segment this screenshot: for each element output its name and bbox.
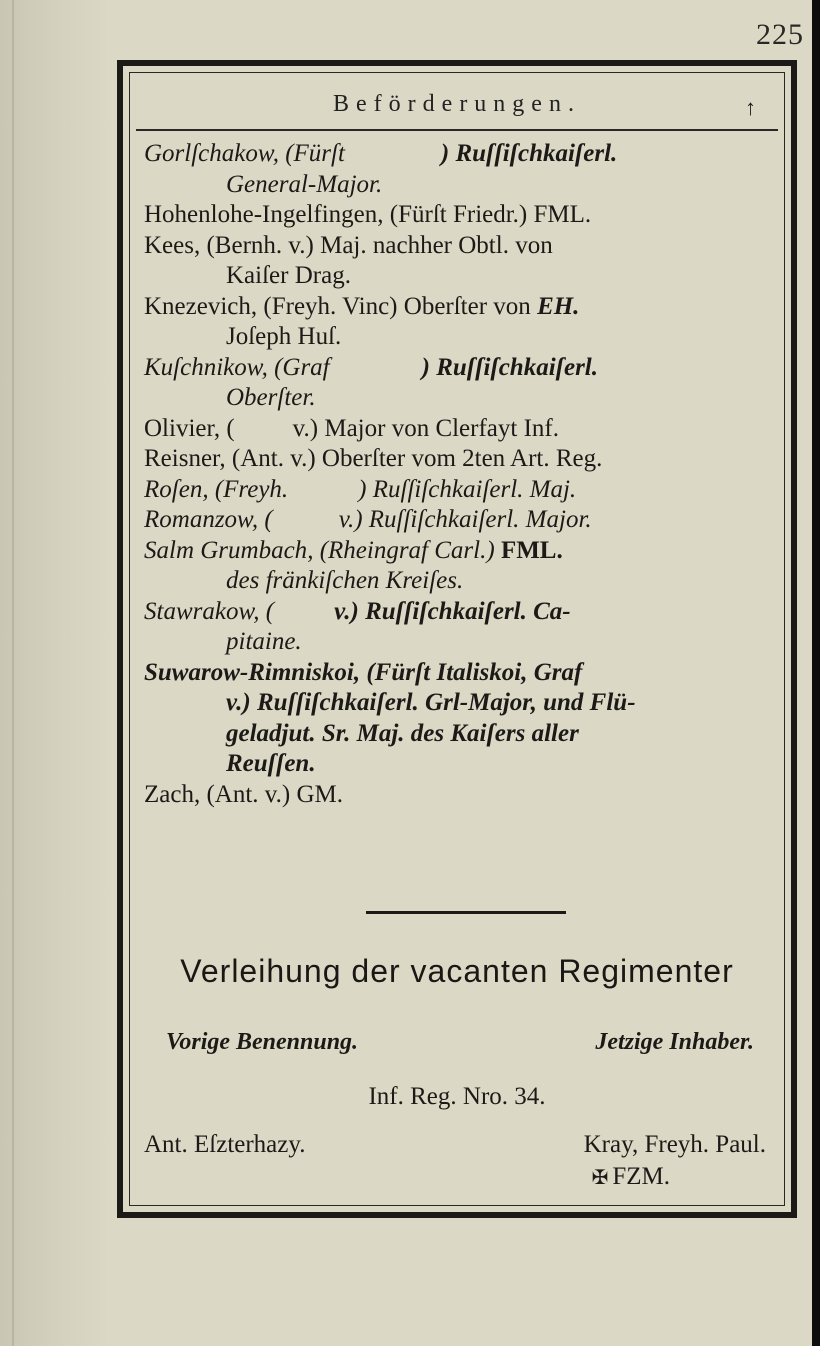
entry-name: Roſen	[144, 475, 203, 503]
entry-name: Reisner	[144, 445, 220, 472]
entry-name: Suwarow-Rimniskoi	[144, 658, 354, 686]
entry-continuation-line: Reuſſen.	[226, 750, 316, 777]
list-item	[144, 475, 774, 506]
entry-text: , (Ant. v.) Oberſter vom 2ten Art. Reg.	[219, 445, 603, 472]
entry-text: , (Fürſt Friedr.) FML.	[377, 201, 592, 228]
entry-name: Gorlſchakow	[144, 140, 273, 167]
heading-rule	[136, 129, 778, 131]
entry-continuation: General-Major.	[226, 170, 383, 198]
column-headers	[166, 1029, 754, 1056]
list-item	[144, 231, 774, 292]
cross-order-icon: ✠	[591, 1167, 609, 1189]
entry-continuation: pitaine.	[226, 628, 302, 655]
previous-owner: Ant. Eſzterhazy.	[144, 1131, 306, 1158]
current-owner-rank	[592, 1163, 670, 1191]
entry-text: , (	[213, 414, 235, 442]
list-item	[144, 505, 774, 536]
section-title: Verleihung der vacanten Regimenter	[180, 953, 734, 989]
text-frame	[117, 60, 797, 1218]
list-item	[144, 536, 774, 597]
list-item	[144, 414, 774, 445]
list-item	[144, 353, 774, 414]
entry-continuation: Joſeph Huſ.	[226, 323, 342, 350]
list-item	[144, 658, 774, 780]
entry-continuation	[144, 688, 774, 780]
gutter-shade	[0, 0, 110, 1346]
entry-text: , (Freyh. Vinc) Oberſter von	[250, 292, 531, 320]
entry-name: Knezevich	[144, 292, 251, 320]
entry-name: Zach	[144, 780, 194, 808]
page-heading: Beförderungen.	[333, 91, 581, 117]
page-number: 225	[756, 18, 804, 51]
list-item	[144, 292, 774, 353]
regiment-label: Inf. Reg. Nro. 34.	[368, 1083, 546, 1110]
column-header-previous: Vorige Benennung.	[166, 1029, 359, 1055]
entry-text: , (	[251, 506, 273, 533]
entry-text: , (Fürſt	[272, 140, 345, 167]
text-frame-inner	[129, 72, 785, 1206]
entry-name: Hohenlohe-Ingelfingen	[144, 201, 378, 228]
entry-title: FML.	[500, 536, 563, 564]
entry-name: Romanzow	[144, 506, 252, 533]
entry-text: , (Graf	[261, 353, 330, 381]
entry-name: Kuſchnikow	[144, 353, 262, 381]
list-item	[144, 139, 774, 200]
entry-name: Stawrakow	[144, 597, 254, 625]
list-item	[144, 780, 774, 811]
entry-text: , (Bernh. v.) Maj. nachher Obtl. von	[193, 231, 553, 259]
entry-name: Olivier	[144, 414, 214, 442]
entry-title: EH.	[537, 292, 580, 320]
list-item	[144, 444, 774, 475]
entry-text: , (Rheingraf Carl.)	[307, 536, 495, 564]
entry-continuation-line: geladjut. Sr. Maj. des Kaiſers aller	[226, 719, 579, 747]
current-owner-rank-text: FZM.	[612, 1163, 670, 1190]
entry-continuation-line: v.) Ruſſiſchkaiſerl. Grl-Major, und Flü-	[226, 689, 636, 716]
entry-text: , (Ant. v.) GM.	[193, 780, 344, 808]
entry-text: , (Fürſt Italiskoi, Graf	[353, 658, 583, 686]
list-item	[144, 597, 774, 658]
entry-title: v.) Major von Clerfayt Inf.	[292, 414, 559, 442]
heading-mark: ↑	[745, 95, 756, 120]
entry-text: , (	[253, 597, 275, 625]
current-owner: Kray, Freyh. Paul.	[583, 1131, 766, 1158]
list-item	[144, 200, 774, 231]
section-divider	[366, 911, 566, 914]
entry-continuation: des fränkiſchen Kreiſes.	[226, 567, 464, 594]
entry-title: ) Ruſſiſchkaiſerl.	[421, 353, 599, 381]
promotion-list	[144, 139, 774, 810]
entry-title: ) Ruſſiſchkaiſerl.	[440, 140, 618, 167]
entry-name: Salm Grumbach	[144, 536, 308, 564]
entry-name: Kees	[144, 231, 194, 259]
entry-text: , (Freyh.	[202, 475, 289, 503]
entry-continuation: Oberſter.	[226, 384, 316, 411]
entry-title: v.) Ruſſiſchkaiſerl. Ca-	[334, 597, 571, 625]
entry-continuation: Kaiſer Drag.	[226, 262, 351, 289]
column-header-current: Jetzige Inhaber.	[595, 1029, 754, 1055]
gutter-line	[12, 0, 14, 1346]
entry-title: ) Ruſſiſchkaiſerl. Maj.	[358, 475, 577, 503]
entry-title: v.) Ruſſiſchkaiſerl. Major.	[338, 506, 592, 533]
